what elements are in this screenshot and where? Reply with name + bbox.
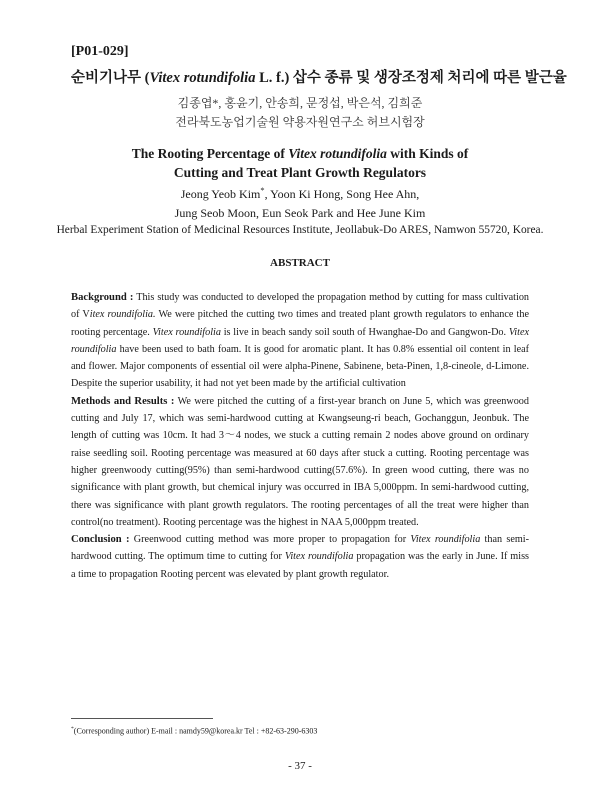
english-title-line1 bbox=[0, 146, 600, 162]
english-authors-rest: , Yoon Ki Hong, Song Hee Ahn, bbox=[264, 187, 420, 201]
background-species-3: Vitex roundifolia bbox=[71, 326, 529, 355]
background-text-2: We were pitched the cutting two times and treated plant growth regulators to enhance the rooting percentage. bbox=[71, 309, 529, 338]
korean-title-pre: 순비기나무 ( bbox=[71, 70, 150, 86]
english-affiliation: Herbal Experiment Station of Medicinal Resources Institute, Jeollabuk-Do ARES, Namwon 55720, Korea. bbox=[56, 224, 544, 236]
conclusion-label: Conclusion : bbox=[71, 534, 130, 546]
english-title-post: with Kinds of bbox=[386, 146, 469, 161]
methods-text: We were pitched the cutting of a first-year branch on June 5, which was greenwood cutting and July 17, which was semi-hardwood cutting at Kwangseung-ri beach, Gochanggun, Jeonbuk. The length of cutting was 10cm. It had 3～4 nodes, we stuck a cutting remain 2 nodes above ground on ordinary raise seedling soil. Rooting percentage was measured at 60 days after stuck a cutting. Rooting percentage was higher greenwoody cutting(95%) than semi-hardwood cutting(57.6%). In green wood cutting, there was no significance with plant growth, but chemical injury was occurred in IBA 5,000ppm. In semi-hardwood cutting, there was significance with plant growth regulators. The rooting percentages of all the treat were higher than control(no treatment). Rooting percentage was the highest in NAA 5,000ppm treated. bbox=[71, 395, 529, 528]
footnote bbox=[71, 726, 317, 736]
english-title-pre: The Rooting Percentage of bbox=[131, 146, 289, 161]
conclusion-text-1: Greenwood cutting method was more proper to propagation for bbox=[129, 534, 411, 546]
footnote-divider bbox=[71, 718, 213, 719]
corresponding-mark: * bbox=[260, 186, 265, 195]
background-paragraph bbox=[71, 289, 529, 393]
conclusion-species-2: Vitex roundifolia bbox=[284, 551, 354, 563]
abstract-code: [P01-029] bbox=[71, 44, 129, 59]
english-authors-line1 bbox=[0, 186, 600, 202]
abstract-heading: ABSTRACT bbox=[270, 257, 330, 269]
korean-authors: 김종엽*, 홍윤기, 안송희, 문정섭, 박은석, 김희준 bbox=[177, 96, 423, 110]
background-text-4: have been used to bath foam. It is good for aromatic plant. It has 0.8% essential oil content in leaf and flower. Major components of essential oil were alpha-Pinene, Sabinene, beta-Pinen, 1,8-cineole, d-Limone. Despite the superior usability, it had not yet been made by the artificial cultivation bbox=[71, 343, 529, 390]
page-number: - 37 - bbox=[288, 760, 312, 772]
english-authors-line2: Jung Seob Moon, Eun Seok Park and Hee June Kim bbox=[174, 206, 426, 220]
english-title-line2: Cutting and Treat Plant Growth Regulators bbox=[173, 165, 427, 180]
background-text-1: This study was conducted to developed the propagation method by cutting for mass cultivation of V bbox=[71, 292, 530, 321]
conclusion-text-3: propagation was the early in June. If miss a time to propagation Rooting percent was elevated by plant growth regulator. bbox=[71, 551, 529, 580]
footnote-mark: * bbox=[71, 726, 74, 732]
background-text-3: is live in beach sandy soil south of Hwanghae-Do and Gangwon-Do. bbox=[220, 326, 509, 338]
korean-affiliation: 전라북도농업기술원 약용자원연구소 허브시험장 bbox=[175, 115, 425, 129]
background-species-1: itex roundifolia. bbox=[89, 309, 156, 321]
methods-paragraph bbox=[71, 393, 529, 531]
methods-label: Methods and Results : bbox=[71, 395, 175, 407]
background-label: Background : bbox=[71, 292, 134, 303]
korean-title-species: Vitex rotundifolia bbox=[149, 70, 256, 86]
footnote-text: (Corresponding author) E-mail : namdy59@korea.kr Tel : +82-63-290-6303 bbox=[73, 726, 318, 736]
korean-title bbox=[71, 66, 567, 87]
english-authors-first: Jeong Yeob Kim bbox=[180, 187, 261, 201]
abstract-body bbox=[71, 289, 529, 583]
background-species-2: Vitex roundifolia bbox=[152, 326, 221, 338]
korean-title-post: L. f.) 삽수 종류 및 생장조정제 처리에 따른 발근율 bbox=[255, 70, 567, 86]
english-title-species: Vitex rotundifolia bbox=[288, 146, 387, 161]
conclusion-species-1: Vitex roundifolia bbox=[410, 534, 481, 546]
conclusion-text-2: than semi-hardwood cutting. The optimum time to cutting for bbox=[71, 534, 529, 563]
conclusion-paragraph bbox=[71, 531, 529, 583]
